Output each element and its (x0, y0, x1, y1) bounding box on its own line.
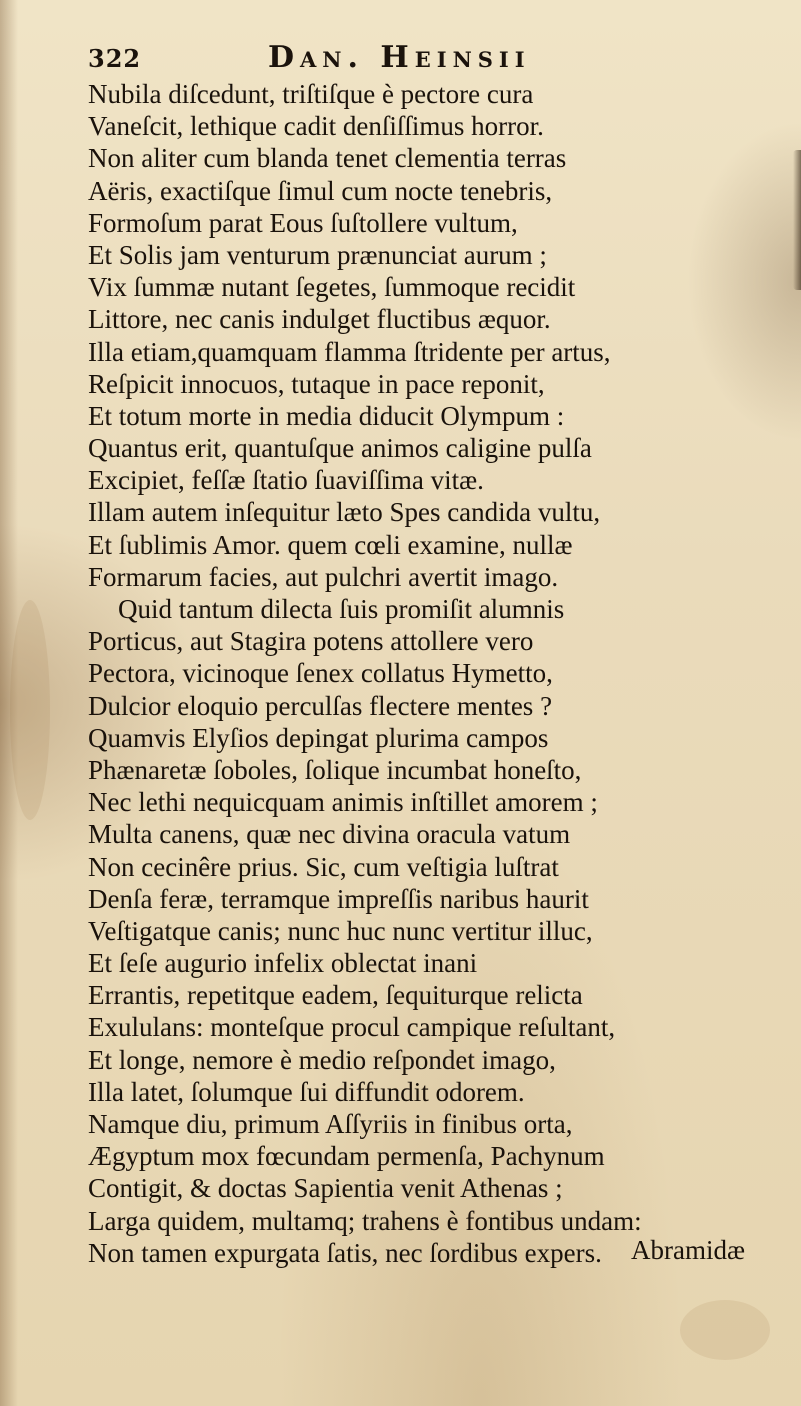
verse-line: Non aliter cum blanda tenet clementia terras (88, 143, 567, 174)
verse-line: Exululans: monteſque procul campique reſultant, (88, 1012, 616, 1043)
verse-line: Formarum facies, aut pulchri avertit imago. (88, 561, 559, 592)
verse-line: Multa canens, quæ nec divina oracula vatum (88, 819, 571, 850)
verse-line: Excipiet, feſſæ ſtatio ſuaviſſima vitæ. (88, 465, 484, 496)
verse-line: Nec lethi nequicquam animis inſtillet amorem ; (88, 787, 598, 818)
verse-line: Et longe, nemore è medio reſpondet imago, (88, 1044, 556, 1075)
verse-line: Et ſeſe augurio infelix oblectat inani (88, 948, 478, 979)
verse-line: Quid tantum dilecta ſuis promiſit alumnis (118, 594, 565, 624)
verse-line: Vix ſummæ nutant ſegetes, ſummoque recidit (88, 272, 576, 303)
verse-line: Nubila diſcedunt, triſtiſque è pectore cura (88, 79, 534, 109)
verse-line: Et totum morte in media diducit Olympum : (88, 400, 565, 431)
verse-line: Ægyptum mox fœcundam permenſa, Pachynum (88, 1141, 605, 1172)
verse-line: Namque diu, primum Aſſyriis in finibus orta, (88, 1109, 573, 1139)
verse-line: Pectora, vicinoque ſenex collatus Hymetto, (88, 658, 553, 689)
verse-line: Reſpicit innocuos, tutaque in pace reponit, (88, 368, 545, 399)
verse-line: Errantis, repetitque eadem, ſequiturque relicta (88, 980, 583, 1011)
verse-line: Quamvis Elyſios depingat plurima campos (88, 722, 549, 753)
verse-line: Porticus, aut Stagira potens attollere vero (88, 626, 534, 657)
verse-text (88, 78, 768, 1269)
verse-line: Vaneſcit, lethique cadit denſiſſimus horror. (88, 111, 544, 142)
catchword: Abramidæ (631, 1235, 745, 1265)
binding-shadow (793, 150, 801, 290)
verse-line: Non cecinêre prius. Sic, cum veſtigia luſtrat (88, 851, 559, 882)
verse-line: Dulcior eloquio perculſas flectere mentes ? (88, 690, 553, 721)
paper-stain (10, 600, 50, 820)
paper-stain (680, 1300, 770, 1360)
running-head: Dan. Heinsii (268, 40, 531, 75)
verse-line: Illam autem inſequitur læto Spes candida vultu, (88, 497, 601, 528)
verse-line: Illa latet, ſolumque ſui diffundit odorem. (88, 1076, 525, 1107)
verse-line: Phænaretæ ſoboles, ſolique incumbat honeſto, (88, 754, 582, 785)
verse-line: Contigit, & doctas Sapientia venit Athenas ; (88, 1173, 563, 1204)
verse-line: Quantus erit, quantuſque animos caligine pulſa (88, 433, 592, 464)
verse-line: Formoſum parat Eous ſuſtollere vultum, (88, 207, 518, 238)
verse-line: Et Solis jam venturum prænunciat aurum ; (88, 239, 547, 270)
verse-line: Larga quidem, multamq; trahens è fontibus undam: (88, 1205, 642, 1236)
verse-line: Littore, nec canis indulget fluctibus æquor. (88, 304, 551, 335)
verse-line: Aëris, exactiſque ſimul cum nocte tenebris, (88, 175, 553, 206)
verse-line: Et ſublimis Amor. quem cœli examine, nullæ (88, 529, 573, 560)
page-header (88, 40, 748, 78)
verse-line: Veſtigatque canis; nunc huc nunc vertitur illuc, (88, 915, 593, 946)
page-number: 322 (88, 44, 142, 73)
verse-line: Denſa feræ, terramque impreſſis naribus haurit (88, 883, 589, 914)
verse-line: Illa etiam,quamquam flamma ſtridente per artus, (88, 336, 611, 367)
verse-line: Non tamen expurgata ſatis, nec ſordibus expers. (88, 1237, 602, 1268)
